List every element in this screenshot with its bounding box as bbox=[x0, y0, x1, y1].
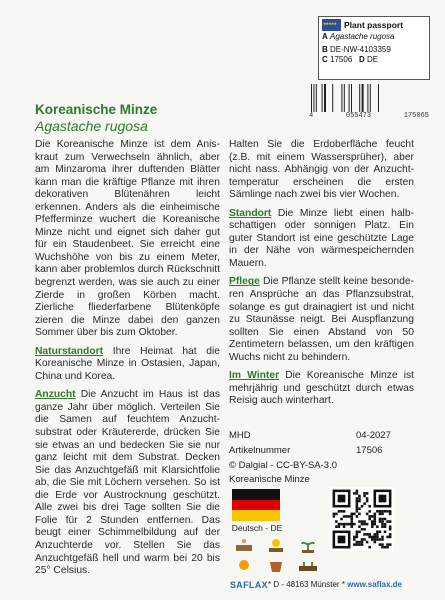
qr-module bbox=[356, 510, 359, 513]
barcode-bar bbox=[332, 84, 333, 112]
qr-module bbox=[366, 513, 369, 516]
qr-module bbox=[363, 520, 366, 523]
qr-module bbox=[361, 505, 364, 508]
barcode-bar bbox=[322, 84, 323, 112]
qr-module bbox=[348, 523, 351, 526]
qr-module bbox=[363, 523, 366, 526]
qr-module bbox=[371, 525, 374, 528]
qr-module bbox=[358, 500, 361, 503]
qr-module bbox=[368, 533, 371, 536]
artikelnummer-row: Artikelnummer bbox=[229, 445, 291, 456]
barcode-bar bbox=[367, 84, 368, 112]
qr-module bbox=[381, 538, 384, 541]
anzucht-continued-paragraph: Halten Sie die Erdoberfläche feucht (z.B. mit einem Wassersprüher), aber nicht nass. Abhängig von der Anzuchttemperatur erscheinen die ersten Sämlinge nach zwei bis vier Wochen. bbox=[229, 139, 414, 201]
seed-tray-icon bbox=[229, 536, 259, 554]
qr-module bbox=[356, 515, 359, 518]
mhd-value: 04-2027 bbox=[356, 430, 391, 441]
qr-module bbox=[363, 502, 366, 505]
barcode-bar bbox=[378, 84, 379, 112]
website-link[interactable]: www.saflax.de bbox=[347, 580, 403, 589]
qr-module bbox=[374, 513, 377, 516]
qr-module bbox=[389, 533, 392, 536]
qr-module bbox=[366, 533, 369, 536]
qr-module bbox=[366, 497, 369, 500]
product-title: Koreanische Minze bbox=[35, 102, 158, 117]
qr-module bbox=[358, 513, 361, 516]
barcode-bar bbox=[344, 84, 345, 112]
product-name-small: Koreanische Minze bbox=[229, 474, 310, 485]
winter-paragraph: Im Winter Die Koreanische Minze ist mehrjährig und geschützt durch etwas Reisig auch winterhart. bbox=[229, 370, 414, 407]
qr-module bbox=[368, 518, 371, 521]
qr-module bbox=[384, 518, 387, 521]
naturstandort-paragraph: Naturstandort Ihre Heimat hat die Koreanische Minze in Ostasien, Japan, China und Korea. bbox=[35, 345, 220, 382]
qr-code[interactable] bbox=[330, 487, 394, 551]
anzucht-paragraph: Anzucht Die Anzucht im Haus ist das ganze Jahr über möglich. Verteilen Sie die Samen auf feuchtem Anzuchtsubstrat oder Kräutererde, drücken Sie sie etwas an und bedecken Sie sie nur ganz leicht mit dem Substrat. Decken Sie das Anzuchtgefäß mit Klarsichtfolie ab, die Sie mit Löchern versehen. So ist die Erde vor Austrocknung geschützt. Alle zwei bis drei Tage sollten Sie die Folie für 2 Stunden entfernen. Das beugt einer Schimmelbildung auf der Anzuchterde vor. Stellen Sie das Anzuchtgefäß hell und warm bei 20 bis 25° Celsius. bbox=[35, 389, 220, 577]
barcode-bar bbox=[351, 84, 352, 112]
qr-module bbox=[374, 533, 377, 536]
standort-heading: Standort bbox=[229, 207, 272, 219]
qr-module bbox=[350, 515, 353, 518]
qr-module bbox=[389, 528, 392, 531]
qr-module bbox=[358, 543, 361, 546]
qr-module bbox=[356, 531, 359, 534]
qr-module bbox=[374, 515, 377, 518]
qr-finder bbox=[379, 495, 387, 503]
qr-module bbox=[361, 538, 364, 541]
qr-module bbox=[358, 507, 361, 510]
qr-module bbox=[340, 523, 343, 526]
qr-module bbox=[358, 541, 361, 544]
qr-module bbox=[379, 538, 382, 541]
eu-flag-icon bbox=[322, 19, 341, 31]
qr-module bbox=[371, 536, 374, 539]
qr-module bbox=[356, 500, 359, 503]
qr-module bbox=[343, 515, 346, 518]
winter-heading: Im Winter bbox=[229, 370, 280, 382]
plant-passport-title: Plant passport bbox=[344, 20, 404, 30]
qr-module bbox=[363, 533, 366, 536]
barcode-bar bbox=[359, 84, 360, 112]
qr-module bbox=[345, 515, 348, 518]
pflege-heading: Pflege bbox=[229, 276, 260, 288]
qr-module bbox=[340, 510, 343, 513]
qr-module bbox=[361, 543, 364, 546]
qr-module bbox=[368, 546, 371, 549]
qr-module bbox=[389, 520, 392, 523]
qr-module bbox=[368, 510, 371, 513]
qr-module bbox=[361, 541, 364, 544]
qr-module bbox=[374, 541, 377, 544]
qr-module bbox=[345, 523, 348, 526]
qr-module bbox=[389, 525, 392, 528]
qr-module bbox=[366, 541, 369, 544]
qr-module bbox=[356, 492, 359, 495]
barcode-bar bbox=[311, 84, 312, 112]
qr-module bbox=[386, 546, 389, 549]
qr-module bbox=[335, 513, 338, 516]
qr-module bbox=[350, 520, 353, 523]
qr-module bbox=[358, 531, 361, 534]
standort-paragraph: Standort Die Minze liebt einen halbschattigen oder sonnigen Platz. Ein guter Standort ist eine geschützte Lage in der Nähe von wärmespeichernden Mauern. bbox=[229, 207, 414, 269]
qr-module bbox=[358, 525, 361, 528]
qr-module bbox=[381, 518, 384, 521]
qr-module bbox=[350, 518, 353, 521]
qr-module bbox=[374, 518, 377, 521]
qr-module bbox=[356, 497, 359, 500]
qr-module bbox=[376, 525, 379, 528]
qr-module bbox=[363, 492, 366, 495]
qr-module bbox=[338, 523, 341, 526]
qr-module bbox=[353, 536, 356, 539]
language-label: Deutsch - DE bbox=[231, 523, 283, 533]
qr-module bbox=[361, 523, 364, 526]
saflax-logo[interactable]: SAFLAX bbox=[230, 580, 268, 590]
pflege-paragraph: Pflege Die Pflanze stellt keine besonderen Ansprüche an das Pflanzsubstrat, solange es gut drainagiert ist und nicht zu Staunässe neigt. Bei Auspflanzung sollten Sie einen Abstand von 50 Zentimetern belassen, um den kräftigen Wuchs nicht zu behindern. bbox=[229, 276, 414, 363]
qr-module bbox=[384, 531, 387, 534]
bed-icon bbox=[293, 556, 323, 574]
qr-module bbox=[376, 533, 379, 536]
anzucht-heading: Anzucht bbox=[35, 389, 76, 401]
qr-module bbox=[356, 505, 359, 508]
qr-module bbox=[379, 510, 382, 513]
address-line: * D - 48163 Münster * www.saflax.de bbox=[268, 580, 403, 589]
barcode-bar bbox=[341, 84, 342, 112]
qr-module bbox=[374, 538, 377, 541]
qr-module bbox=[353, 492, 356, 495]
qr-module bbox=[381, 543, 384, 546]
qr-module bbox=[374, 523, 377, 526]
qr-module bbox=[384, 523, 387, 526]
qr-module bbox=[356, 536, 359, 539]
qr-module bbox=[374, 536, 377, 539]
qr-module bbox=[356, 490, 359, 493]
qr-module bbox=[348, 515, 351, 518]
qr-module bbox=[340, 518, 343, 521]
qr-module bbox=[384, 546, 387, 549]
qr-module bbox=[384, 525, 387, 528]
qr-module bbox=[381, 513, 384, 516]
qr-module bbox=[379, 513, 382, 516]
mhd-row: MHD bbox=[229, 430, 251, 441]
qr-module bbox=[353, 543, 356, 546]
qr-module bbox=[381, 520, 384, 523]
qr-module bbox=[371, 520, 374, 523]
qr-module bbox=[389, 536, 392, 539]
qr-module bbox=[374, 520, 377, 523]
qr-module bbox=[358, 497, 361, 500]
qr-module bbox=[356, 507, 359, 510]
light-germinator-icon bbox=[261, 536, 291, 554]
qr-module bbox=[361, 520, 364, 523]
qr-module bbox=[333, 513, 336, 516]
intro-paragraph: Die Koreanische Minze ist dem Aniskraut zum Verwechseln ähnlich, aber am Minzaroma ihrer duftenden Blätter kann man die kräftige Pflanze mit ihren dekorativen Blütenähren leicht erkennen. Anders als die einheimische Pfefferminze wuchert die Koreanische Minze nicht und eignet sich daher gut für ein Staudenbeet. Sie erreicht eine Wuchshöhe von bis zu einem Meter, kann aber problemlos durch Rückschnitt begrenzt werden, was sie auch zu einer Zierde in großen Körben macht. Zierliche fliederfarbene Blütenköpfe zieren die Minze dabei den ganzen Sommer über bis zum Oktober. bbox=[35, 139, 220, 339]
qr-module bbox=[343, 523, 346, 526]
qr-module bbox=[386, 520, 389, 523]
qr-module bbox=[379, 518, 382, 521]
qr-module bbox=[338, 525, 341, 528]
qr-module bbox=[389, 510, 392, 513]
left-text-column bbox=[35, 139, 220, 578]
qr-module bbox=[376, 536, 379, 539]
passport-row-a: A Agastache rugosa bbox=[322, 32, 395, 41]
qr-module bbox=[358, 520, 361, 523]
qr-module bbox=[381, 523, 384, 526]
qr-module bbox=[343, 525, 346, 528]
plant-passport-header bbox=[322, 19, 426, 31]
qr-module bbox=[371, 515, 374, 518]
passport-row-cd: C 17506 D DE bbox=[322, 55, 379, 64]
qr-module bbox=[363, 528, 366, 531]
qr-module bbox=[353, 538, 356, 541]
qr-module bbox=[379, 520, 382, 523]
artikelnummer-value: 17506 bbox=[356, 445, 383, 456]
qr-module bbox=[376, 531, 379, 534]
qr-module bbox=[379, 531, 382, 534]
qr-module bbox=[338, 510, 341, 513]
qr-module bbox=[363, 538, 366, 541]
qr-module bbox=[358, 495, 361, 498]
barcode-bar bbox=[324, 84, 326, 112]
qr-module bbox=[368, 505, 371, 508]
qr-module bbox=[379, 543, 382, 546]
qr-module bbox=[381, 546, 384, 549]
qr-finder bbox=[338, 536, 346, 544]
qr-module bbox=[366, 523, 369, 526]
qr-module bbox=[366, 492, 369, 495]
sowing-icons bbox=[229, 536, 325, 576]
qr-module bbox=[386, 536, 389, 539]
qr-module bbox=[381, 525, 384, 528]
qr-module bbox=[350, 513, 353, 516]
qr-module bbox=[366, 500, 369, 503]
pot-icon bbox=[261, 556, 291, 574]
qr-module bbox=[356, 543, 359, 546]
product-latin-name: Agastache rugosa bbox=[35, 118, 148, 134]
qr-module bbox=[381, 536, 384, 539]
barcode-graphic bbox=[307, 84, 429, 112]
qr-module bbox=[376, 538, 379, 541]
qr-module bbox=[381, 510, 384, 513]
qr-module bbox=[335, 520, 338, 523]
qr-module bbox=[361, 528, 364, 531]
qr-module bbox=[389, 513, 392, 516]
seedling-icon bbox=[293, 536, 323, 554]
qr-module bbox=[356, 533, 359, 536]
barcode-bar bbox=[313, 84, 314, 112]
qr-module bbox=[343, 510, 346, 513]
barcode-bar bbox=[362, 84, 364, 112]
qr-module bbox=[368, 536, 371, 539]
qr-module bbox=[368, 515, 371, 518]
qr-module bbox=[356, 502, 359, 505]
barcode-bar bbox=[316, 84, 317, 112]
right-text-column bbox=[229, 139, 414, 408]
qr-module bbox=[363, 495, 366, 498]
qr-module bbox=[386, 543, 389, 546]
barcode-bar bbox=[370, 84, 371, 112]
barcode-bar bbox=[349, 84, 350, 112]
qr-module bbox=[353, 513, 356, 516]
qr-module bbox=[389, 543, 392, 546]
barcode-digits: 4 055473 175065 bbox=[309, 112, 429, 120]
qr-module bbox=[386, 510, 389, 513]
qr-module bbox=[376, 510, 379, 513]
qr-module bbox=[384, 510, 387, 513]
qr-module bbox=[335, 525, 338, 528]
qr-finder bbox=[338, 495, 346, 503]
qr-module bbox=[371, 523, 374, 526]
naturstandort-heading: Naturstandort bbox=[35, 345, 104, 357]
qr-module bbox=[356, 541, 359, 544]
qr-module bbox=[350, 525, 353, 528]
qr-module bbox=[350, 523, 353, 526]
license-text: © Dalgial - CC-BY-SA-3.0 bbox=[229, 460, 338, 471]
qr-module bbox=[371, 538, 374, 541]
plant-passport bbox=[318, 16, 430, 80]
qr-module bbox=[333, 515, 336, 518]
passport-row-b: B DE-NW-4103359 bbox=[322, 45, 391, 54]
german-flag-icon bbox=[232, 489, 280, 521]
qr-module bbox=[353, 523, 356, 526]
sun-icon bbox=[229, 556, 259, 574]
